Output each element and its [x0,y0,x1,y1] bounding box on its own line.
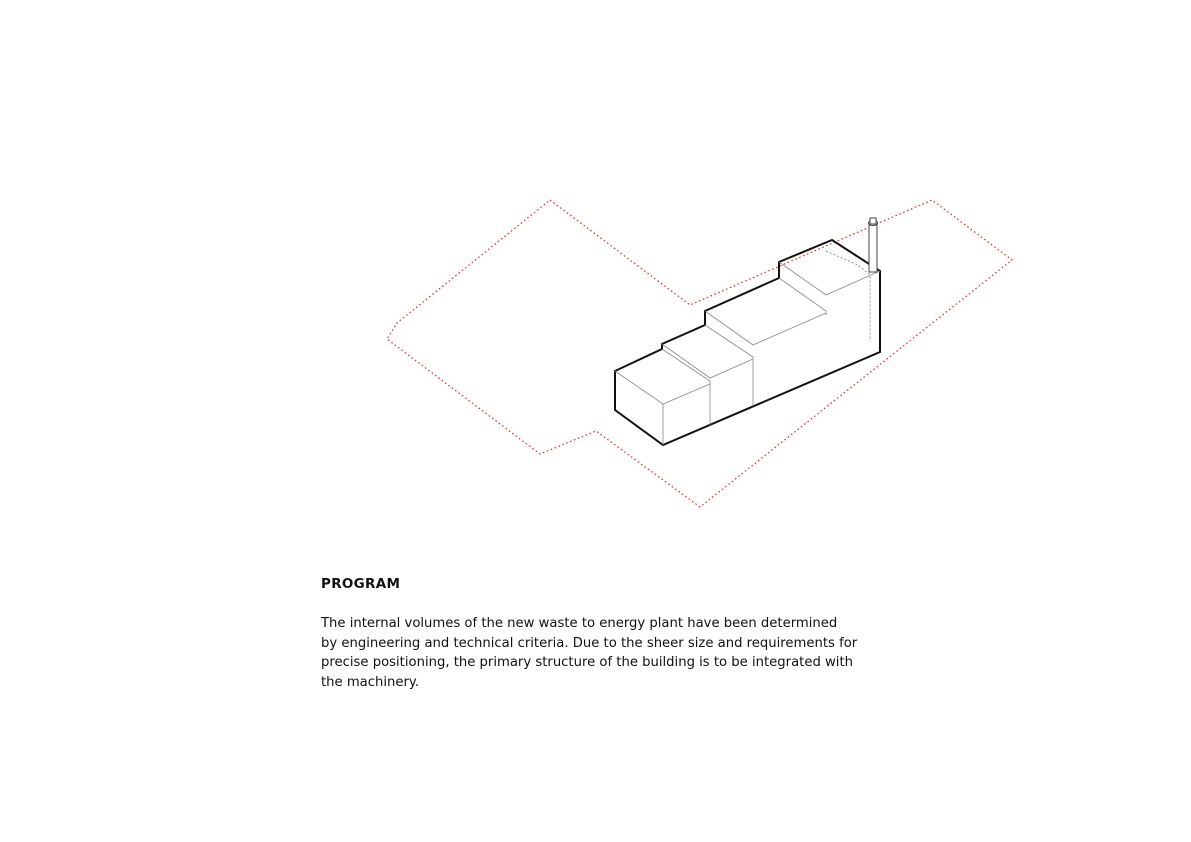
building-volume [615,240,880,445]
step-2-top [662,344,753,378]
chimney [869,218,878,272]
step-2-riser [705,325,753,361]
chimney-cap [870,218,876,224]
hidden-edges [826,251,870,341]
section-title: PROGRAM [321,576,401,592]
step-1-top [615,371,710,404]
step-4-top [779,262,880,295]
building-silhouette [615,240,880,445]
step-3-top [705,311,826,345]
chimney-shaft [869,225,877,272]
step-3-riser [779,278,826,315]
section-body: The internal volumes of the new waste to energy plant have been determined by engineering and technical criteria. Due to the sheer size and requirements for precise positioning, the primary structure of the building is to be integrated with the machinery. [321,616,858,690]
program-text-block [321,576,881,692]
step-1-riser [662,349,710,384]
site-boundary [387,200,1012,507]
